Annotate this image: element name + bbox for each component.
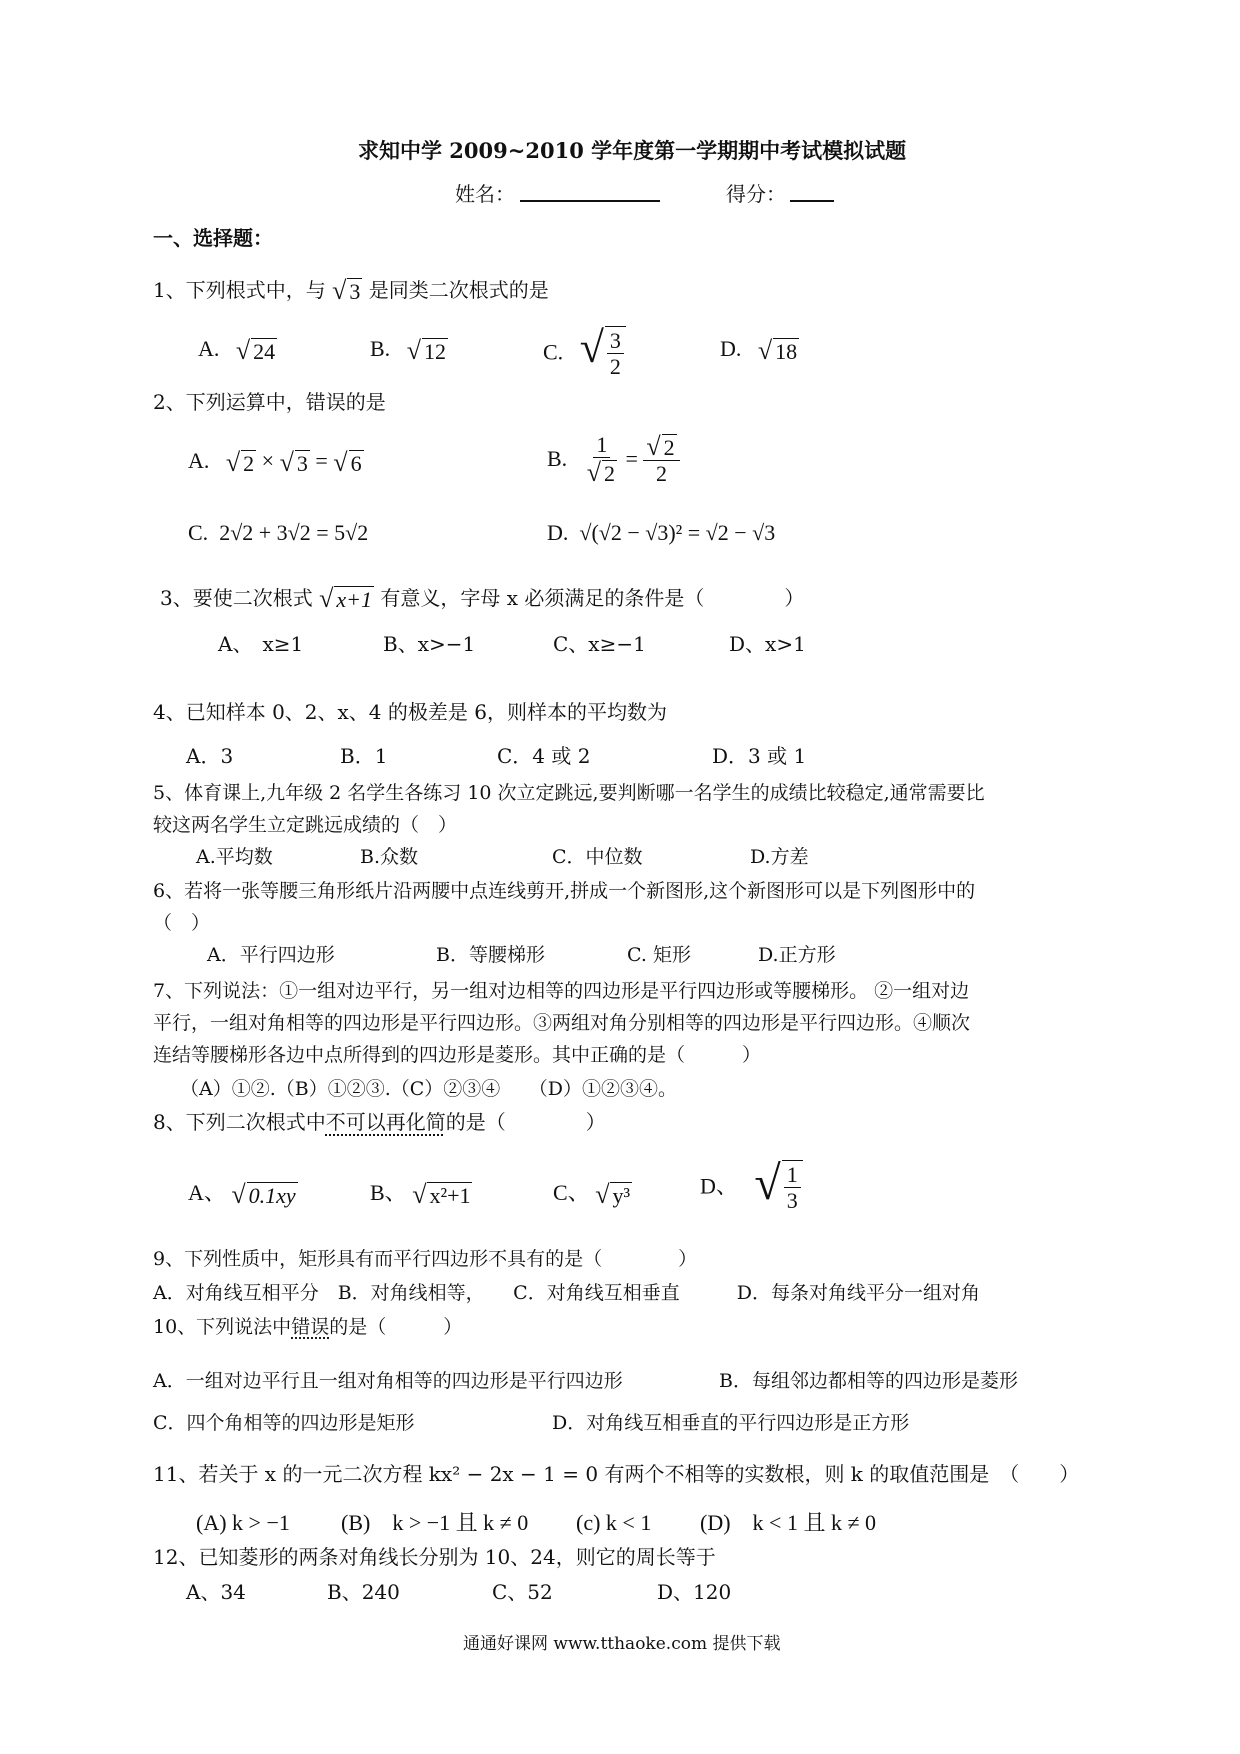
question-10-stem: 10、下列说法中错误的是（ ） [153,1316,463,1338]
sqrt-x-plus-1: √ x+1 [319,584,372,614]
q6-option-a: A．平行四边形 [207,944,335,966]
q10-option-c: C．四个角相等的四边形是矩形 [153,1412,415,1434]
question-11-stem: 11、若关于 x 的一元二次方程 kx² − 2x − 1 = 0 有两个不相等的实数根，则 k 的取值范围是 （ ） [153,1462,1080,1486]
question-7-line2: 平行，一组对角相等的四边形是平行四边形。③两组对角分别相等的四边形是平行四边形。④顺次 [153,1012,971,1034]
q2-option-b: B. 1 √ 2 = √ 2 2 [547,432,680,486]
q2-option-a: A. √ 2 × √ 3 = √ 6 [188,447,362,477]
question-8-stem: 8、下列二次根式中不可以再化简的是（ ） [153,1110,606,1134]
score-label: 得分： [726,182,786,206]
q3-option-b: B、x>−1 [383,632,476,656]
q12-option-d: D、120 [657,1580,732,1604]
question-9-stem: 9、下列性质中，矩形具有而平行四边形不具有的是（ ） [153,1248,698,1270]
q4-option-d: D．3 或 1 [712,744,807,768]
sqrt-3: √ 3 [332,276,361,306]
q6-option-b: B．等腰梯形 [436,944,545,966]
q9-options: A．对角线互相平分 B．对角线相等， C．对角线互相垂直 D．每条对角线平分一组对角 [153,1282,980,1304]
q11-option-a: (A) k > −1 [196,1510,290,1535]
question-5-stem-line1: 5、体育课上,九年级 2 名学生各练习 10 次立定跳远,要判断哪一名学生的成绩比较稳定,通常需要比 [153,782,985,804]
q5-option-d: D.方差 [750,846,809,868]
q1-option-b: B. √ 12 [370,335,446,365]
q3-option-d: D、x>1 [729,632,806,656]
question-5-stem-line2: 较这两名学生立定跳远成绩的（ ） [153,814,458,836]
q1-option-c: C. √ $\frac{3}{2}$ [543,326,626,380]
question-12-stem: 12、已知菱形的两条对角线长分别为 10、24，则它的周长等于 [153,1545,716,1569]
q5-option-c: C．中位数 [552,846,643,868]
q10-emphasis: 错误 [291,1316,330,1338]
q3-option-a: A、 x≥1 [218,632,304,656]
q8-option-a: A、 √ 0.1xy [188,1179,296,1209]
q10-option-d: D．对角线互相垂直的平行四边形是正方形 [552,1412,910,1434]
q4-option-b: B．1 [340,744,388,768]
q8-option-c: C、 √ y³ [553,1179,631,1209]
name-label: 姓名： [455,182,515,206]
question-4-stem: 4、已知样本 0、2、x、4 的极差是 6，则样本的平均数为 [153,700,667,724]
name-blank [520,182,660,202]
q11-option-b: (B) k > −1 且 k ≠ 0 [341,1510,529,1535]
q12-option-c: C、52 [492,1580,553,1604]
question-3-stem: 3、要使二次根式 √ x+1 有意义，字母 x 必须满足的条件是（ ） [160,584,805,614]
exam-title: 求知中学 2009~2010 学年度第一学期期中考试模拟试题 [358,138,907,163]
q10-option-a: A．一组对边平行且一组对角相等的四边形是平行四边形 [153,1370,623,1392]
q1-stem-post: 是同类二次根式的是 [368,278,549,302]
q4-option-c: C．4 或 2 [497,744,591,768]
footer-text: 通通好课网 www.tthaoke.com 提供下载 [463,1634,781,1654]
q3-option-c: C、x≥−1 [553,632,646,656]
q6-option-c: C. 矩形 [627,944,691,966]
q8-option-b: B、 √ x²+1 [370,1179,471,1209]
q5-option-b: B.众数 [360,846,419,868]
q4-option-a: A．3 [186,744,234,768]
q10-option-b: B．每组邻边都相等的四边形是菱形 [719,1370,1018,1392]
q1-option-a: A. √ 24 [198,335,276,365]
q1-option-d: D. √ 18 [720,335,798,365]
q2-option-c: C. 2√2 + 3√2 = 5√2 [188,520,369,545]
q6-option-d: D.正方形 [758,944,836,966]
q8-option-d: D、 √ $\frac{1}{3}$ [700,1160,803,1214]
question-1-stem [153,278,549,305]
q7-options: （A）①②.（B）①②③.（C）②③④ （D）①②③④。 [180,1078,678,1100]
question-7-line1: 7、下列说法：①一组对边平行，另一组对边相等的四边形是平行四边形或等腰梯形。 ②一组对边 [153,980,970,1002]
question-6-stem-line1: 6、若将一张等腰三角形纸片沿两腰中点连线剪开,拼成一个新图形,这个新图形可以是下列图形中的 [153,880,976,902]
q1-stem-pre: 1、下列根式中，与 [153,278,326,302]
q5-option-a: A.平均数 [196,846,273,868]
q8-emphasis: 不可以再化简 [325,1110,446,1134]
question-7-line3: 连结等腰梯形各边中点所得到的四边形是菱形。其中正确的是（ ） [153,1044,762,1066]
q12-option-b: B、240 [327,1580,400,1604]
section-heading: 一、选择题： [153,226,273,250]
q11-option-c: (c) k < 1 [576,1510,652,1535]
question-2-stem: 2、下列运算中，错误的是 [153,390,386,414]
q12-option-a: A、34 [186,1580,246,1604]
question-6-stem-line2: （ ） [153,912,211,934]
q2-option-d: D. √(√2 − √3)² = √2 − √3 [547,520,776,545]
q11-option-d: (D) k < 1 且 k ≠ 0 [700,1510,877,1535]
score-blank [790,182,834,202]
